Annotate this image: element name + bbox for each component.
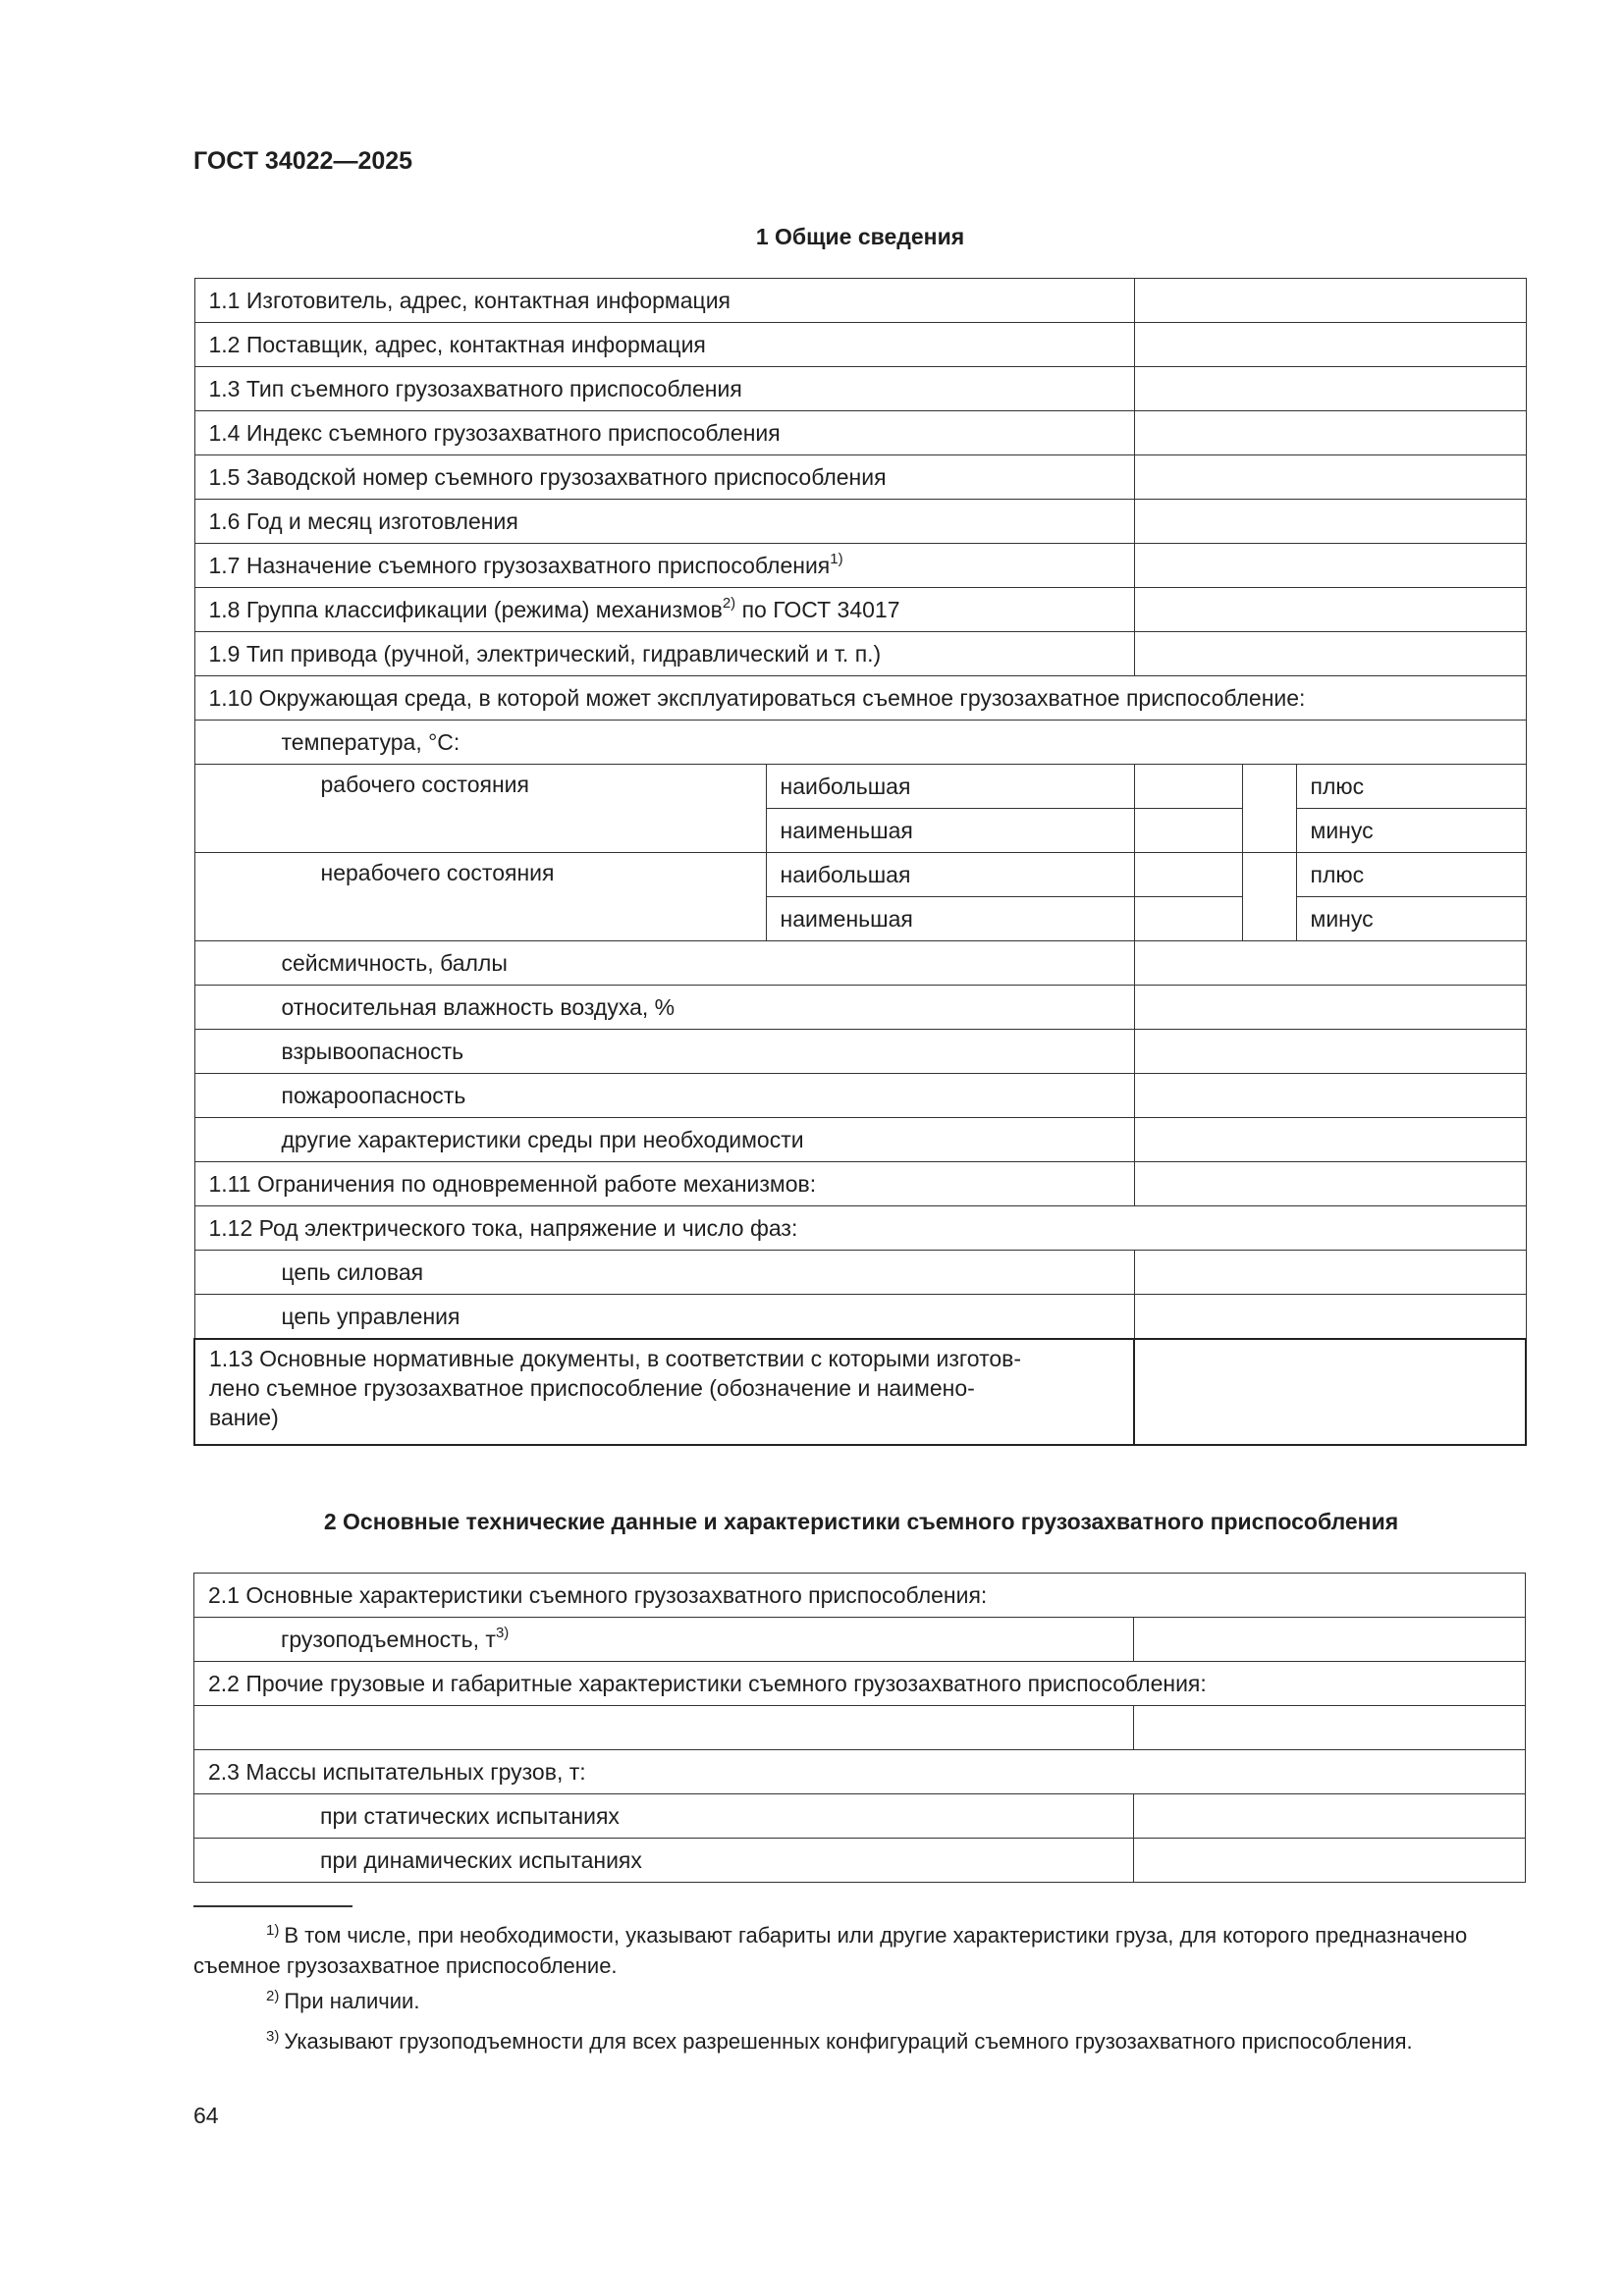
row-label-1-8	[194, 588, 1134, 632]
other-env-label: другие характеристики среды при необходимости	[194, 1118, 1134, 1162]
power-circuit-value[interactable]	[1134, 1251, 1526, 1295]
row-label-1-6: 1.6 Год и месяц изготовления	[194, 500, 1134, 544]
table-row	[194, 986, 1526, 1030]
footnote-divider	[193, 1905, 352, 1907]
nonworking-minus-label: минус	[1296, 897, 1526, 941]
table-row	[194, 1295, 1526, 1340]
footnote-text-1: В том числе, при необходимости, указывают габариты или другие характеристики груза, для которого предназначено съемное грузозахватное приспособление.	[193, 1923, 1468, 1978]
section-1-title: 1 Общие сведения	[755, 224, 965, 249]
value-cell-1-4[interactable]	[1134, 411, 1526, 455]
footnote-ref-1: 1)	[830, 550, 843, 567]
table-row	[194, 765, 1526, 809]
static-tests-value[interactable]	[1134, 1794, 1526, 1839]
table-row	[194, 500, 1526, 544]
working-minus-label: минус	[1296, 809, 1526, 853]
footnote-mark-3: 3)	[266, 2028, 280, 2045]
dynamic-tests-value[interactable]	[1134, 1839, 1526, 1883]
row-label-2-3: 2.3 Массы испытательных грузов, т:	[194, 1750, 1526, 1794]
document-code-header: ГОСТ 34022—2025	[193, 147, 413, 175]
table-row	[194, 411, 1526, 455]
other-env-value[interactable]	[1134, 1118, 1526, 1162]
row-label-1-13	[194, 1339, 1134, 1445]
row-label-1-7-text: 1.7 Назначение съемного грузозахватного приспособления	[208, 552, 831, 578]
capacity-label	[194, 1618, 1134, 1662]
nonworking-sign-spacer	[1242, 853, 1296, 941]
footnote-2	[193, 1986, 1525, 2016]
seismic-label: сейсмичность, баллы	[194, 941, 1134, 986]
table-row	[194, 588, 1526, 632]
table-row	[194, 544, 1526, 588]
other-characteristics-name[interactable]	[194, 1706, 1134, 1750]
row-label-1-9: 1.9 Тип привода (ручной, электрический, гидравлический и т. п.)	[194, 632, 1134, 676]
value-cell-1-7[interactable]	[1134, 544, 1526, 588]
working-min-label: наименьшая	[766, 809, 1134, 853]
table-row	[194, 1251, 1526, 1295]
row-label-1-12: 1.12 Род электрического тока, напряжение и число фаз:	[194, 1206, 1526, 1251]
section-2-title: 2 Основные технические данные и характеристики съемного грузозахватного приспособления	[323, 1509, 1399, 1534]
row-label-2-2: 2.2 Прочие грузовые и габаритные характеристики съемного грузозахватного приспособления:	[194, 1662, 1526, 1706]
power-circuit-label: цепь силовая	[194, 1251, 1134, 1295]
general-info-table	[193, 278, 1527, 1446]
value-cell-1-8[interactable]	[1134, 588, 1526, 632]
table-row	[194, 1074, 1526, 1118]
nonworking-state-label: нерабочего состояния	[194, 853, 766, 941]
temperature-label: температура, °С:	[194, 721, 1526, 765]
table-row	[194, 1662, 1526, 1706]
row-label-1-8-tail: по ГОСТ 34017	[735, 596, 900, 622]
nonworking-plus-label: плюс	[1296, 853, 1526, 897]
footnote-text-2: При наличии.	[284, 1989, 420, 2013]
value-cell-1-13[interactable]	[1134, 1339, 1526, 1445]
row-label-1-7	[194, 544, 1134, 588]
table-row	[194, 1839, 1526, 1883]
capacity-value[interactable]	[1134, 1618, 1526, 1662]
footnote-1	[193, 1920, 1525, 1981]
capacity-label-text: грузоподъемность, т	[281, 1626, 496, 1652]
table-row	[194, 941, 1526, 986]
fire-value[interactable]	[1134, 1074, 1526, 1118]
footnote-mark-2: 2)	[266, 1988, 280, 2004]
humidity-value[interactable]	[1134, 986, 1526, 1030]
table-row	[194, 632, 1526, 676]
control-circuit-label: цепь управления	[194, 1295, 1134, 1340]
other-characteristics-value[interactable]	[1134, 1706, 1526, 1750]
dynamic-tests-label: при динамических испытаниях	[194, 1839, 1134, 1883]
working-max-value[interactable]	[1134, 765, 1242, 809]
working-state-label: рабочего состояния	[194, 765, 766, 853]
footnote-text-3: Указывают грузоподъемности для всех разрешенных конфигураций съемного грузозахватного приспособления.	[284, 2029, 1413, 2054]
table-row	[194, 1118, 1526, 1162]
nonworking-min-label: наименьшая	[766, 897, 1134, 941]
value-cell-1-9[interactable]	[1134, 632, 1526, 676]
table-row	[194, 1206, 1526, 1251]
value-cell-1-1[interactable]	[1134, 279, 1526, 323]
row-label-1-13-line-1: 1.13 Основные нормативные документы, в соответствии с которыми изготов-	[209, 1346, 1022, 1371]
humidity-label: относительная влажность воздуха, %	[194, 986, 1134, 1030]
table-row	[194, 1339, 1526, 1445]
row-label-1-3: 1.3 Тип съемного грузозахватного приспособления	[194, 367, 1134, 411]
explosion-label: взрывоопасность	[194, 1030, 1134, 1074]
row-label-1-2: 1.2 Поставщик, адрес, контактная информация	[194, 323, 1134, 367]
row-label-2-1: 2.1 Основные характеристики съемного грузозахватного приспособления:	[194, 1574, 1526, 1618]
technical-data-table	[193, 1573, 1526, 1883]
value-cell-1-6[interactable]	[1134, 500, 1526, 544]
value-cell-1-11[interactable]	[1134, 1162, 1526, 1206]
value-cell-1-3[interactable]	[1134, 367, 1526, 411]
nonworking-max-label: наибольшая	[766, 853, 1134, 897]
table-row	[194, 1618, 1526, 1662]
fire-label: пожароопасность	[194, 1074, 1134, 1118]
footnote-3	[193, 2026, 1525, 2056]
table-row	[194, 1030, 1526, 1074]
table-row	[194, 367, 1526, 411]
table-row	[194, 721, 1526, 765]
table-row	[194, 323, 1526, 367]
working-sign-spacer	[1242, 765, 1296, 853]
table-row	[194, 1706, 1526, 1750]
value-cell-1-5[interactable]	[1134, 455, 1526, 500]
table-row	[194, 279, 1526, 323]
footnote-mark-1: 1)	[266, 1922, 280, 1939]
row-label-1-8-text: 1.8 Группа классификации (режима) механизмов	[208, 596, 723, 622]
table-row	[194, 455, 1526, 500]
table-row	[194, 1750, 1526, 1794]
working-plus-label: плюс	[1296, 765, 1526, 809]
nonworking-min-value[interactable]	[1134, 897, 1242, 941]
row-label-1-13-line-2: лено съемное грузозахватное приспособление (обозначение и наимено-	[209, 1375, 975, 1401]
row-label-1-5: 1.5 Заводской номер съемного грузозахватного приспособления	[194, 455, 1134, 500]
table-row	[194, 853, 1526, 897]
row-label-1-11: 1.11 Ограничения по одновременной работе механизмов:	[194, 1162, 1134, 1206]
explosion-value[interactable]	[1134, 1030, 1526, 1074]
table-row	[194, 676, 1526, 721]
footnote-ref-2: 2)	[722, 594, 736, 612]
row-label-1-1: 1.1 Изготовитель, адрес, контактная информация	[194, 279, 1134, 323]
static-tests-label: при статических испытаниях	[194, 1794, 1134, 1839]
working-min-value[interactable]	[1134, 809, 1242, 853]
row-label-1-10: 1.10 Окружающая среда, в которой может эксплуатироваться съемное грузозахватное приспособление:	[194, 676, 1526, 721]
seismic-value[interactable]	[1134, 941, 1526, 986]
table-row	[194, 1574, 1526, 1618]
working-max-label: наибольшая	[766, 765, 1134, 809]
value-cell-1-2[interactable]	[1134, 323, 1526, 367]
control-circuit-value[interactable]	[1134, 1295, 1526, 1340]
row-label-1-4: 1.4 Индекс съемного грузозахватного приспособления	[194, 411, 1134, 455]
nonworking-max-value[interactable]	[1134, 853, 1242, 897]
table-row	[194, 1794, 1526, 1839]
page-number: 64	[193, 2103, 219, 2128]
table-row	[194, 1162, 1526, 1206]
footnote-ref-3: 3)	[495, 1624, 510, 1641]
row-label-1-13-line-3: вание)	[209, 1405, 279, 1430]
